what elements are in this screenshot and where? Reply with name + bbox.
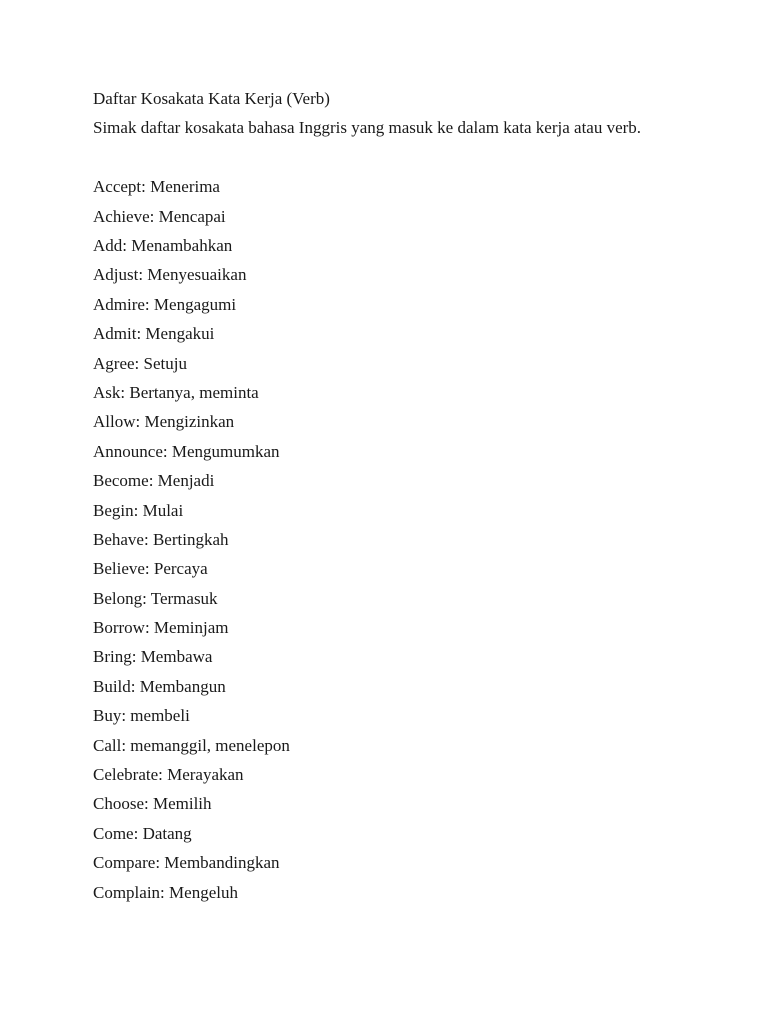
document-content [93,84,713,907]
vocab-entry: Borrow: Meminjam [93,618,229,638]
vocab-entry: Admire: Mengagumi [93,294,237,314]
vocab-entry: Come: Datang [93,823,192,843]
vocab-entry: Adjust: Menyesuaikan [93,265,247,285]
vocab-entry: Become: Menjadi [93,471,215,491]
vocab-entry: Belong: Termasuk [93,588,218,608]
document-intro: Simak daftar kosakata bahasa Inggris yang masuk ke dalam kata kerja atau verb. [93,118,642,138]
vocab-entry: Allow: Mengizinkan [93,412,235,432]
document-heading: Daftar Kosakata Kata Kerja (Verb) [93,89,330,108]
vocab-entry: Buy: membeli [93,706,190,726]
vocabulary-list [93,172,713,907]
paragraph-gap [93,143,713,172]
vocab-entry: Build: Membangun [93,676,226,696]
vocab-entry: Admit: Mengakui [93,324,215,344]
vocab-entry: Call: memanggil, menelepon [93,735,290,755]
vocab-entry: Compare: Membandingkan [93,853,280,873]
vocab-entry: Accept: Menerima [93,177,220,197]
vocab-entry: Add: Menambahkan [93,235,233,255]
vocab-entry: Complain: Mengeluh [93,882,238,902]
vocab-entry: Behave: Bertingkah [93,529,229,549]
vocab-entry: Celebrate: Merayakan [93,765,244,785]
vocab-entry: Agree: Setuju [93,353,187,373]
vocab-entry: Believe: Percaya [93,559,208,579]
vocab-entry: Choose: Memilih [93,794,212,814]
vocab-entry: Achieve: Mencapai [93,206,226,226]
vocab-entry: Begin: Mulai [93,500,184,520]
vocab-entry: Ask: Bertanya, meminta [93,382,259,402]
vocab-entry: Bring: Membawa [93,647,213,667]
vocab-entry: Announce: Mengumumkan [93,441,280,461]
